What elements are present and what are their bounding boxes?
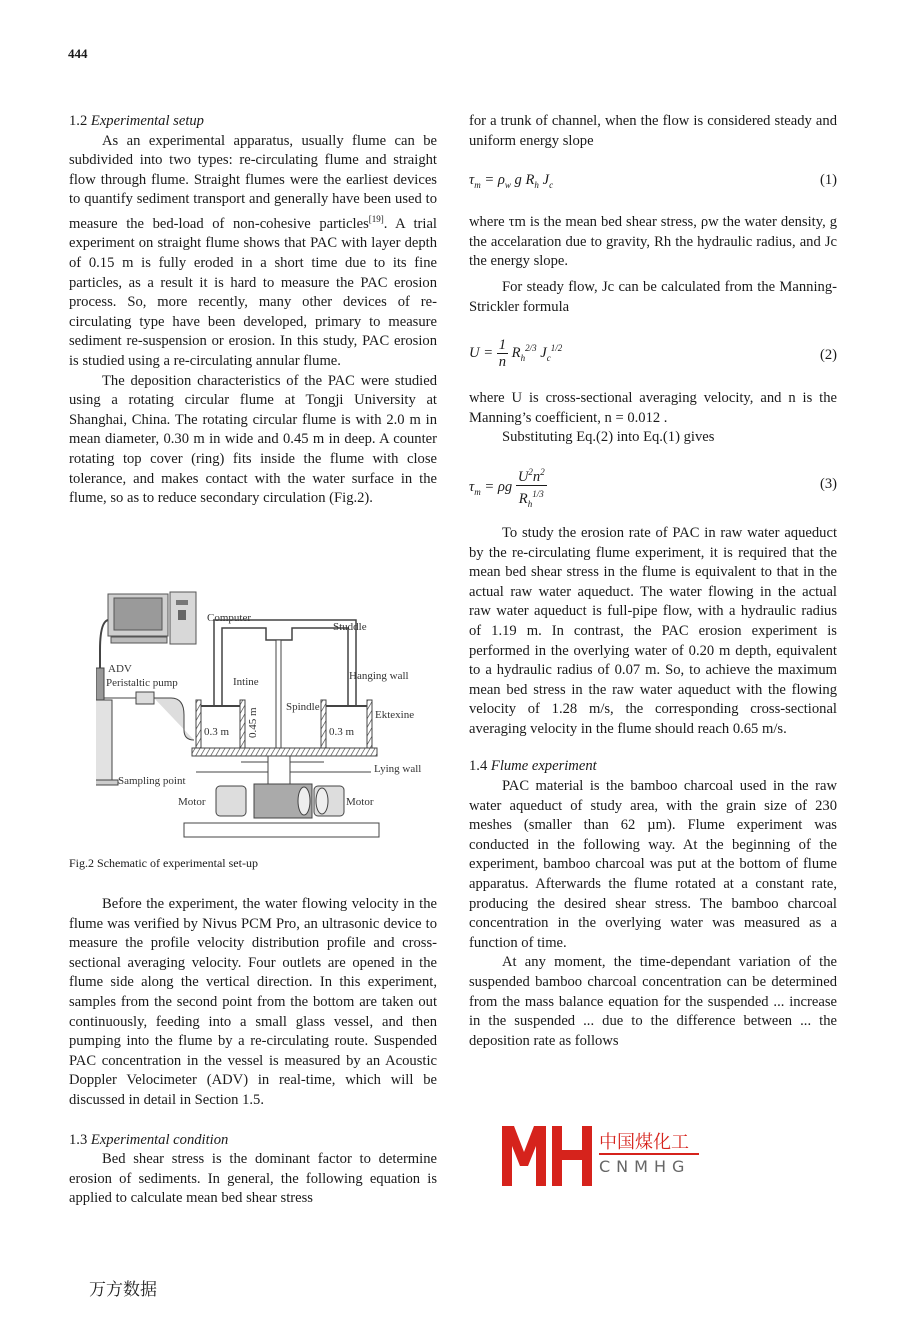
paragraph: where U is cross-sectional averaging velocity, and n is the Manning’s coefficient, n = 0.012 . bbox=[469, 390, 837, 426]
source-footer: 万方数据 bbox=[89, 1280, 157, 1300]
paragraph: for a trunk of channel, when the flow is considered steady and uniform energy slope bbox=[469, 113, 837, 149]
svg-text:Computer: Computer bbox=[207, 612, 251, 624]
equation-body: $\tau_m = \rho g$ $\frac{U^2n^2}{R_h^{1/3}}$ bbox=[469, 479, 547, 495]
paragraph: PAC material is the bamboo charcoal used in the raw water aqueduct of study area, with the grain size of 230 meshes (smaller than 62 µm). Flume experiment was conducted in the following way. At the beginning of the experiment, bamboo charcoal was put at the bottom of flume apparatus. Afterwards the flume rotated at a constant rate, producing the desired shear stress. The bamboo charcoal concentration in the overlying water was measured as a function of time. bbox=[469, 778, 837, 951]
experimental-setup-figure bbox=[96, 590, 431, 845]
section-title: Experimental condition bbox=[90, 1131, 229, 1148]
svg-text:Ektexine: Ektexine bbox=[375, 709, 415, 721]
cnmhg-watermark bbox=[502, 1126, 742, 1188]
paragraph: For steady flow, Jc can be calculated from the Manning-Strickler formula bbox=[469, 278, 837, 315]
paragraph: Before the experiment, the water flowing velocity in the flume was verified by Nivus PCM Pro, an ultrasonic device to measure the profile velocity distribution profile and cross-sectional averaging velocity. Four outlets are opened in the flume side along the vertical direction. In this experiment, samples from the second point from the bottom are taken out continuously, feeding into a small glass vessel, and then pumping into the flume by a re-circulating route. Suspended PAC concentration in the vessel is measured by an Acoustic Doppler Velocimeter (ADV) in real-time, which will be discussed in detail in Section 1.5. bbox=[69, 896, 437, 1108]
equation-number: (2) bbox=[819, 347, 837, 364]
svg-text:Motor: Motor bbox=[346, 796, 374, 808]
watermark-text: 中国煤化工 bbox=[599, 1128, 691, 1154]
figure-caption: Fig.2 Schematic of experimental set-up bbox=[69, 856, 258, 870]
svg-text:0.3 m: 0.3 m bbox=[329, 726, 355, 738]
svg-text:Spindle: Spindle bbox=[286, 701, 320, 713]
svg-text:ADV: ADV bbox=[108, 663, 132, 675]
svg-text:0.45 m: 0.45 m bbox=[247, 707, 259, 738]
equation-1 bbox=[469, 171, 837, 191]
paragraph: where τm is the mean bed shear stress, ρw the water density, g the accelaration due to gravity, Rh the hydraulic radius, and Jc the energy slope. bbox=[469, 214, 837, 270]
section-heading-1-4 bbox=[469, 757, 837, 777]
equation-2 bbox=[469, 337, 837, 375]
equation-3 bbox=[469, 464, 837, 509]
svg-text:Peristaltic pump: Peristaltic pump bbox=[106, 677, 178, 689]
paragraph: At any moment, the time-dependant variation of the suspended bamboo charcoal concentration can be determined from the mass balance equation for the suspended ... increase in the suspended ... due to the difference between ... the deposition rate as follows bbox=[469, 954, 837, 1049]
paragraph: To study the erosion rate of PAC in raw water aqueduct by the re-circulating flume experiment, it is required that the mean bed shear stress in the flume is equivalent to that in the actual raw water aqueduct. The water flowing in the actual raw water aqueduct is full-pipe flow, with a hydraulic radius of 1.19 m. In contrast, the PAC erosion experiment is performed in the overlying water of 0.20 m depth, equivalent to a hydraulic radius of 0.07 m. So, to achieve the maximum mean bed stress in the raw water aqueduct with the flowing velocity of 1.28 m/s, the corresponding cross-sectional averaging velocity in the flume should reach 0.65 m/s. bbox=[469, 524, 837, 737]
equation-body: $\tau_m = \rho_w$ g $R_h$ $J_c$ bbox=[469, 172, 554, 191]
section-heading-1-3 bbox=[69, 1131, 437, 1151]
section-heading-1-2 bbox=[69, 112, 437, 132]
paragraph bbox=[69, 132, 437, 372]
page-number: 444 bbox=[68, 46, 88, 61]
right-column bbox=[469, 112, 837, 1051]
section-number: 1.3 bbox=[69, 1131, 88, 1148]
svg-text:0.3 m: 0.3 m bbox=[204, 726, 230, 738]
computer-icon bbox=[108, 592, 196, 644]
left-column bbox=[69, 112, 437, 509]
citation-ref: [19] bbox=[368, 213, 384, 224]
equation-body: U = $\frac{1}{n}$ $R_h^{2/3}$ $J_c^{1/2}$ bbox=[469, 337, 563, 371]
watermark-divider bbox=[599, 1153, 699, 1155]
svg-text:Sampling point: Sampling point bbox=[118, 775, 186, 787]
section-number: 1.4 bbox=[469, 758, 488, 775]
svg-text:Lying wall: Lying wall bbox=[374, 763, 422, 775]
watermark-subtext: CNMHG bbox=[599, 1157, 691, 1176]
paragraph-text: . A trial experiment on straight flume shows that PAC with layer depth of 0.15 m is fully eroded in a short time due to its fine particles, as a result it is hard to measure the PAC erosion process. So, more recently, many other devices of re-circulating type have been developed, primary to measure sediment re-suspension or erosion. In this study, PAC erosion is studied using a re-circulating annular flume. bbox=[69, 215, 437, 369]
paragraph-text: As an experimental apparatus, usually flume can be subdivided into two types: re-circulating flume and straight flow through flume. Straight flumes were the earliest devices to quantify sediment transport and generally have been used to measure the bed-load of non-cohesive particles bbox=[69, 132, 437, 232]
left-column-lower bbox=[69, 895, 437, 1209]
svg-text:Motor: Motor bbox=[178, 796, 206, 808]
paragraph: Substituting Eq.(2) into Eq.(1) gives bbox=[502, 429, 715, 446]
section-number: 1.2 bbox=[69, 113, 88, 129]
mh-logo-icon bbox=[502, 1126, 598, 1186]
equation-number: (1) bbox=[819, 172, 837, 189]
section-title: Experimental setup bbox=[90, 113, 204, 129]
svg-text:Intine: Intine bbox=[233, 676, 259, 688]
equation-number: (3) bbox=[819, 475, 837, 492]
paragraph: The deposition characteristics of the PAC were studied using a rotating circular flume at Tongji University at Shanghai, China. The rotating circular flume is with 2.0 m in mean diameter, 0.30 m in wide and 0.45 m in deep. A counter rotating top cover (ring) fits inside the flume with close tolerance, and makes contact with the water surface in the flume, so as to reduce secondary circulation (Fig.2). bbox=[69, 372, 437, 507]
svg-text:Hanging wall: Hanging wall bbox=[349, 670, 409, 682]
section-title: Flume experiment bbox=[490, 758, 597, 775]
paragraph: Bed shear stress is the dominant factor to determine erosion of sediments. In general, the following equation is applied to calculate mean bed shear stress bbox=[69, 1151, 437, 1207]
svg-text:Studdle: Studdle bbox=[333, 621, 367, 633]
